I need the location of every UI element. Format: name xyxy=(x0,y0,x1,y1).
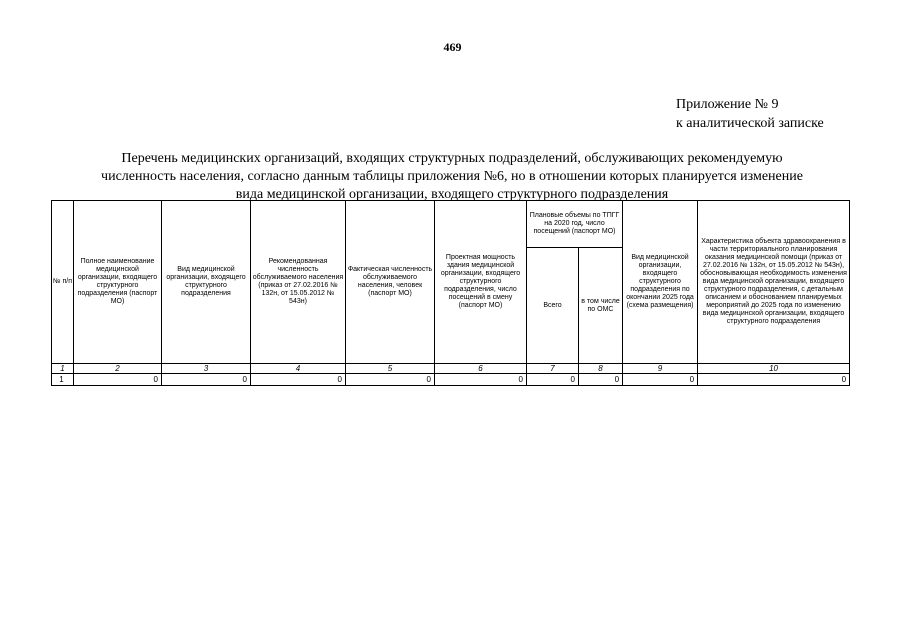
header-col-4: Рекомендованная численность обслуживаемого населения (приказ от 27.02.2016 № 132н, от 15.05.2012 № 543н) xyxy=(251,201,346,364)
page-number: 469 xyxy=(443,40,462,54)
header-col-10: Характеристика объекта здравоохранения в части территориального планирования оказания медицинской помощи (приказ от 27.02.2016 № 132н, от 15.05.2012 № 543н), обосновывающая необходимость изменения вида медицинской организации, входящего структурного подразделения, с детальным описанием и обоснованием планируемых мероприятий до 2025 года по изменению вида медицинской организации, входящего структурного подразделения xyxy=(698,201,850,364)
header-col-1: № п/п xyxy=(52,201,74,364)
header-col-8: в том числе по ОМС xyxy=(579,248,623,364)
title-line-3: вида медицинской организации, входящего структурного подразделения xyxy=(235,187,669,202)
table-header-row xyxy=(52,201,850,248)
title-line-1: Перечень медицинских организаций, входящих структурных подразделений, обслуживающих рекомендуемую xyxy=(121,151,783,166)
column-number: 6 xyxy=(435,364,527,374)
header-col-5: Фактическая численность обслуживаемого населения, человек (паспорт МО) xyxy=(346,201,435,364)
table-cell: 0 xyxy=(623,374,698,386)
table-cell: 0 xyxy=(162,374,251,386)
header-col-2: Полное наименование медицинской организации, входящего структурного подразделения (паспорт МО) xyxy=(74,201,162,364)
table-cell: 1 xyxy=(52,374,74,386)
header-col-6: Проектная мощность здания медицинской организации, входящего структурного подразделения, число посещений в смену (паспорт МО) xyxy=(435,201,527,364)
column-number: 8 xyxy=(579,364,623,374)
column-number: 2 xyxy=(74,364,162,374)
table-cell: 0 xyxy=(527,374,579,386)
header-col-3: Вид медицинской организации, входящего структурного подразделения xyxy=(162,201,251,364)
table-cell: 0 xyxy=(435,374,527,386)
title-line-2: численность населения, согласно данным таблицы приложения №6, но в отношении которых планируется изменение xyxy=(101,169,803,184)
table-cell: 0 xyxy=(579,374,623,386)
table-cell: 0 xyxy=(251,374,346,386)
appendix-line-2: к аналитической записке xyxy=(676,116,824,131)
table-cell: 0 xyxy=(346,374,435,386)
header-col-7: Всего xyxy=(527,248,579,364)
column-number: 4 xyxy=(251,364,346,374)
header-group-volumes: Плановые объемы по ТПГГ на 2020 год, число посещений (паспорт МО) xyxy=(527,201,623,248)
appendix-line-1: Приложение № 9 xyxy=(676,97,779,112)
header-col-9: Вид медицинской организации, входящего структурного подразделения по окончании 2025 года (схема размещения) xyxy=(623,201,698,364)
column-number: 9 xyxy=(623,364,698,374)
document-title xyxy=(52,150,852,204)
column-number: 7 xyxy=(527,364,579,374)
table-cell: 0 xyxy=(698,374,850,386)
column-number: 10 xyxy=(698,364,850,374)
appendix-label xyxy=(676,95,824,133)
column-number: 3 xyxy=(162,364,251,374)
table-cell: 0 xyxy=(74,374,162,386)
table-row xyxy=(52,374,850,386)
column-number: 5 xyxy=(346,364,435,374)
column-number: 1 xyxy=(52,364,74,374)
organizations-table xyxy=(51,200,850,386)
column-number-row xyxy=(52,364,850,374)
